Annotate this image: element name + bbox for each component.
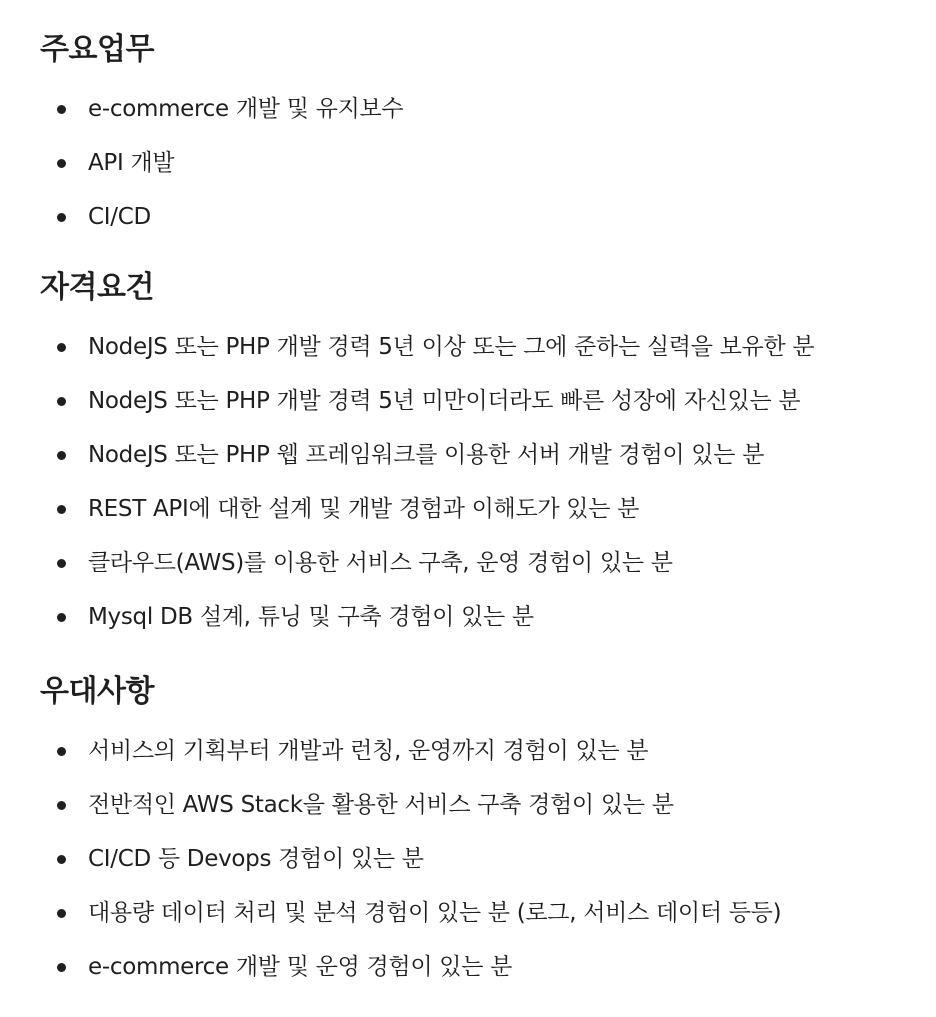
bullet-icon xyxy=(57,451,66,460)
list-item-text: REST API에 대한 설계 및 개발 경험과 이해도가 있는 분 xyxy=(88,496,640,522)
bullet-icon xyxy=(57,613,66,622)
list-item-text: Mysql DB 설계, 튜닝 및 구축 경험이 있는 분 xyxy=(88,604,534,630)
bullet-icon xyxy=(57,801,66,810)
bullet-icon xyxy=(57,397,66,406)
list-item xyxy=(40,832,936,886)
list-item xyxy=(40,82,936,136)
list-item xyxy=(40,320,936,374)
preferred-list xyxy=(40,724,936,994)
list-item xyxy=(40,428,936,482)
list-item xyxy=(40,886,936,940)
main-duties-list xyxy=(40,82,936,244)
bullet-icon xyxy=(57,159,66,168)
list-item-text: 대용량 데이터 처리 및 분석 경험이 있는 분 (로그, 서비스 데이터 등등) xyxy=(88,900,782,926)
list-item-text: 전반적인 AWS Stack을 활용한 서비스 구축 경험이 있는 분 xyxy=(88,792,674,818)
bullet-icon xyxy=(57,505,66,514)
bullet-icon xyxy=(57,963,66,972)
list-item-text: e-commerce 개발 및 운영 경험이 있는 분 xyxy=(88,954,513,980)
list-item-text: NodeJS 또는 PHP 개발 경력 5년 미만이더라도 빠른 성장에 자신있는 분 xyxy=(88,388,801,414)
bullet-icon xyxy=(57,855,66,864)
bullet-icon xyxy=(57,343,66,352)
list-item xyxy=(40,374,936,428)
list-item-text: 서비스의 기획부터 개발과 런칭, 운영까지 경험이 있는 분 xyxy=(88,738,649,764)
list-item-text: NodeJS 또는 PHP 개발 경력 5년 이상 또는 그에 준하는 실력을 보유한 분 xyxy=(88,334,815,360)
list-item xyxy=(40,190,936,244)
section-main-duties xyxy=(40,30,936,244)
list-item-text: API 개발 xyxy=(88,150,175,176)
list-item xyxy=(40,724,936,778)
list-item xyxy=(40,136,936,190)
list-item-text: e-commerce 개발 및 유지보수 xyxy=(88,96,404,122)
list-item xyxy=(40,590,936,644)
bullet-icon xyxy=(57,105,66,114)
section-title-main-duties: 주요업무 xyxy=(40,32,154,67)
bullet-icon xyxy=(57,559,66,568)
qualifications-list xyxy=(40,320,936,644)
list-item-text: NodeJS 또는 PHP 웹 프레임워크를 이용한 서버 개발 경험이 있는 분 xyxy=(88,442,765,468)
section-qualifications xyxy=(40,268,936,644)
bullet-icon xyxy=(57,747,66,756)
list-item xyxy=(40,482,936,536)
list-item-text: 클라우드(AWS)를 이용한 서비스 구축, 운영 경험이 있는 분 xyxy=(88,550,673,576)
bullet-icon xyxy=(57,213,66,222)
list-item-text: CI/CD xyxy=(88,204,151,230)
list-item xyxy=(40,778,936,832)
section-title-qualifications: 자격요건 xyxy=(40,270,154,305)
list-item xyxy=(40,940,936,994)
list-item xyxy=(40,536,936,590)
bullet-icon xyxy=(57,909,66,918)
section-preferred xyxy=(40,672,936,994)
section-title-preferred: 우대사항 xyxy=(40,674,154,709)
list-item-text: CI/CD 등 Devops 경험이 있는 분 xyxy=(88,846,424,872)
